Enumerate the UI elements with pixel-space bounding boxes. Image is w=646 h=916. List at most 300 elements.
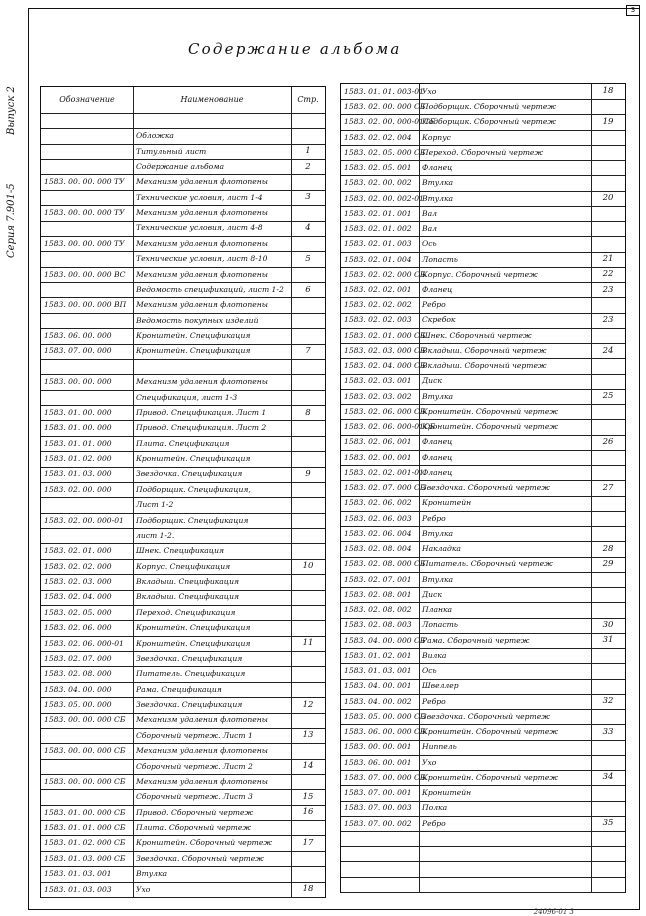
row-page: 21	[602, 254, 614, 265]
row-page	[594, 755, 622, 770]
table-row	[341, 160, 625, 176]
row-name: Втулка	[422, 528, 454, 538]
row-designation: 1583. 02. 04. 000	[44, 592, 112, 602]
row-name: Сборочный чертеж. Лист 3	[136, 792, 253, 802]
row-page	[594, 801, 622, 816]
row-name: Сборочный чертеж. Лист 2	[136, 761, 253, 771]
row-designation: 1583. 02. 08. 003	[344, 620, 412, 630]
table-row	[341, 84, 625, 100]
row-page	[594, 450, 622, 465]
row-name: Кронштейн. Сборочный чертеж	[136, 838, 272, 848]
issue-label: Выпуск 2	[6, 86, 17, 135]
row-name: Фланец	[422, 452, 453, 462]
row-page	[594, 465, 622, 480]
row-designation	[44, 128, 130, 143]
row-name: Привод. Спецификация. Лист 2	[136, 423, 267, 433]
row-page: 11	[302, 638, 314, 649]
row-page	[294, 513, 322, 528]
row-name: Привод. Сборочный чертеж	[136, 807, 254, 817]
row-page: 16	[302, 807, 314, 818]
row-name: Фланец	[422, 467, 453, 477]
table-row	[41, 190, 325, 206]
row-name: Ось	[422, 666, 437, 676]
row-name: Механизм удаления флотопены	[136, 715, 268, 725]
row-page	[594, 404, 622, 419]
row-page	[294, 713, 322, 728]
row-designation: 1583. 02. 06. 000-01СБ	[344, 422, 436, 432]
row-designation: 1583. 00. 00. 000 СБ	[44, 746, 126, 756]
row-page	[594, 419, 622, 434]
table-row	[341, 694, 625, 710]
row-page	[294, 436, 322, 451]
row-name: Технические условия, лист 4-8	[136, 223, 263, 233]
table-row	[41, 374, 325, 390]
row-page	[594, 526, 622, 541]
row-designation: 1583. 00. 00. 000 ТУ	[44, 238, 125, 248]
row-designation	[44, 282, 130, 297]
table-row	[341, 389, 625, 405]
table-row	[341, 358, 625, 374]
row-designation: 1583. 01. 00. 000	[44, 407, 112, 417]
row-name: Питатель. Сборочный чертеж	[422, 559, 553, 569]
table-row	[41, 851, 325, 867]
row-name: Механизм удаления флотопены	[136, 208, 268, 218]
table-row	[341, 297, 625, 313]
table-row	[341, 252, 625, 268]
column-divider	[419, 84, 420, 892]
row-name: Кронштейн	[422, 498, 472, 508]
row-designation: 1583. 06. 00. 000	[44, 331, 112, 341]
row-designation: 1583. 06. 00. 001	[344, 757, 412, 767]
row-designation: 1583. 01. 01. 000	[44, 438, 112, 448]
column-divider	[133, 87, 134, 897]
row-page	[594, 648, 622, 663]
row-page	[294, 328, 322, 343]
row-page: 9	[305, 468, 311, 479]
table-row	[341, 541, 625, 557]
row-name	[136, 113, 288, 128]
table-row	[341, 755, 625, 771]
row-designation: 1583. 07. 00. 000 СБ	[344, 772, 426, 782]
table-row	[341, 465, 625, 481]
table-row	[41, 328, 325, 344]
row-page	[594, 328, 622, 343]
row-page	[594, 130, 622, 145]
row-name: Механизм удаления флотопены	[136, 238, 268, 248]
row-page	[294, 236, 322, 251]
table-row	[341, 282, 625, 298]
row-name: Вал	[422, 224, 437, 234]
row-designation: 1583. 01. 00. 000 СБ	[44, 807, 126, 817]
table-row	[41, 451, 325, 467]
row-designation: 1583. 04. 00. 000 СБ	[344, 635, 426, 645]
row-name: Кронштейн. Сборочный чертеж	[422, 772, 558, 782]
row-name: Накладка	[422, 544, 461, 554]
row-designation: 1583. 02. 05. 000	[44, 607, 112, 617]
row-name: Механизм удаления флотопены	[136, 746, 268, 756]
row-designation: 1583. 02. 08. 000	[44, 669, 112, 679]
table-row	[41, 297, 325, 313]
row-designation: 1583. 00. 00. 000 ТУ	[44, 177, 125, 187]
row-designation: 1583. 02. 05. 000 СБ	[344, 147, 426, 157]
row-designation: 1583. 00. 00. 000 СБ	[44, 715, 126, 725]
table-row	[41, 113, 325, 129]
row-designation	[44, 390, 130, 405]
row-designation: 1583. 07. 00. 003	[344, 803, 412, 813]
row-designation	[344, 831, 416, 846]
row-designation: 1583. 02. 06. 003	[344, 513, 412, 523]
row-designation	[344, 877, 416, 892]
table-row	[341, 724, 625, 740]
row-name: Механизм удаления флотопены	[136, 377, 268, 387]
row-designation: 1583. 02. 00. 000-01СБ	[344, 117, 436, 127]
table-row	[341, 175, 625, 191]
row-name: Сборочный чертеж. Лист 1	[136, 730, 253, 740]
row-designation: 1583. 02. 06. 000	[44, 623, 112, 633]
table-row	[41, 144, 325, 160]
page-title: Содержание альбома	[188, 40, 402, 58]
table-row	[41, 436, 325, 452]
row-name	[422, 877, 588, 892]
row-page	[594, 877, 622, 892]
row-page	[294, 543, 322, 558]
column-divider	[591, 84, 592, 892]
table-row	[41, 174, 325, 190]
row-page	[294, 297, 322, 312]
row-page	[594, 160, 622, 175]
table-row	[41, 390, 325, 406]
row-name: Звездочка. Спецификация	[136, 653, 243, 663]
row-page: 24	[602, 345, 614, 356]
row-name: Ухо	[422, 757, 437, 767]
row-name: Кронштейн. Спецификация	[136, 454, 251, 464]
table-row	[341, 328, 625, 344]
row-name: Ребро	[422, 696, 446, 706]
row-designation	[44, 789, 130, 804]
row-designation: 1583. 02. 06. 002	[344, 498, 412, 508]
header-name: Наименование	[180, 95, 244, 104]
row-page	[594, 374, 622, 389]
table-row	[41, 713, 325, 729]
row-name: Переход. Сборочный чертеж	[422, 147, 544, 157]
row-designation: 1583. 02. 00. 000-01	[44, 515, 124, 525]
row-page	[594, 679, 622, 694]
table-row	[341, 557, 625, 573]
table-row	[341, 435, 625, 451]
row-name: Швеллер	[422, 681, 459, 691]
series-label: Серия 7.901-5	[6, 183, 17, 258]
table-row	[341, 663, 625, 679]
table-row	[41, 743, 325, 759]
column-divider	[291, 87, 292, 897]
row-designation: 1583. 02. 03. 002	[344, 391, 412, 401]
row-name	[422, 831, 588, 846]
table-row	[341, 267, 625, 283]
row-page	[294, 682, 322, 697]
row-name: Ребро	[422, 818, 446, 828]
row-page: 32	[602, 696, 614, 707]
row-designation: 1583. 01. 03. 001	[344, 666, 412, 676]
table-row	[41, 559, 325, 575]
row-page: 26	[602, 437, 614, 447]
row-page: 13	[302, 730, 314, 741]
table-row	[41, 344, 325, 360]
table-row	[41, 528, 325, 544]
row-designation: 1583. 02. 00. 001	[344, 452, 412, 462]
row-page: 15	[302, 791, 314, 802]
row-name: Фланец	[422, 285, 453, 294]
row-designation: 1583. 02. 02. 002	[344, 300, 412, 310]
row-designation: 1583. 02. 01. 002	[344, 224, 412, 234]
row-name: Подборщик. Сборочный чертеж	[422, 102, 556, 112]
row-name: Фланец	[422, 163, 453, 173]
row-name: Рама. Спецификация	[136, 684, 222, 694]
row-name: Содержание альбома	[136, 161, 225, 171]
row-page	[294, 451, 322, 466]
row-name	[136, 359, 288, 374]
row-name: Скребок	[422, 315, 456, 325]
row-page	[594, 862, 622, 877]
table-row	[41, 205, 325, 221]
row-page: 25	[602, 391, 614, 402]
row-page	[594, 511, 622, 526]
row-designation: 1583. 02. 02. 001	[344, 285, 412, 294]
row-page	[594, 785, 622, 800]
table-row	[41, 836, 325, 852]
table-row	[41, 267, 325, 283]
row-designation: 1583. 04. 00. 000	[44, 684, 112, 694]
row-page: 3	[305, 192, 311, 203]
row-page	[294, 605, 322, 620]
row-page: 30	[602, 619, 614, 630]
table-row	[41, 605, 325, 621]
table-row	[341, 587, 625, 603]
row-designation: 1583. 02. 06. 000 СБ	[344, 406, 426, 416]
row-name: Шнек. Спецификация	[136, 546, 225, 556]
table-row	[41, 159, 325, 175]
row-designation: 1583. 00. 00. 000 ТУ	[44, 208, 125, 218]
table-row	[41, 620, 325, 636]
table-row	[341, 770, 625, 786]
row-name: Переход. Спецификация	[136, 607, 236, 617]
row-designation	[344, 862, 416, 877]
row-designation: 1583. 00. 00. 000 ВП	[44, 300, 127, 310]
row-name: Кронштейн	[422, 788, 472, 798]
row-page: 20	[602, 193, 614, 204]
row-name: Ведомость покупных изделий	[136, 315, 259, 325]
table-row	[41, 882, 325, 898]
table-row	[341, 801, 625, 817]
row-designation: 1583. 02. 03. 000	[44, 577, 112, 587]
table-row	[41, 513, 325, 529]
row-name: Механизм удаления флотопены	[136, 177, 268, 187]
table-row	[41, 282, 325, 298]
row-page	[594, 602, 622, 617]
table-row	[341, 145, 625, 161]
row-designation: 1583. 04. 00. 002	[344, 696, 412, 706]
row-name: Втулка	[422, 178, 454, 188]
row-page	[594, 831, 622, 846]
row-page: 27	[602, 482, 614, 493]
row-name: Обложка	[136, 131, 174, 141]
sheet-number: 3	[626, 5, 640, 16]
row-name: Подборщик. Спецификация	[136, 515, 249, 525]
row-name: Ось	[422, 239, 437, 249]
table-row	[41, 789, 325, 805]
row-page	[294, 482, 322, 497]
row-designation: 1583. 06. 00. 000 СБ	[344, 727, 426, 737]
row-designation	[44, 144, 130, 159]
row-page	[294, 205, 322, 220]
row-designation	[44, 113, 130, 128]
row-page: 6	[305, 284, 311, 295]
row-designation: 1583. 02. 08. 000 СБ	[344, 559, 426, 569]
table-row	[341, 709, 625, 725]
row-designation: 1583. 07. 00. 002	[344, 818, 412, 828]
row-name: Ухо	[136, 884, 151, 894]
row-page	[294, 267, 322, 282]
row-page	[594, 221, 622, 236]
table-row	[41, 574, 325, 590]
table-row	[341, 450, 625, 466]
row-name: Ведомость спецификаций, лист 1-2	[136, 284, 284, 294]
row-page	[594, 496, 622, 511]
table-row	[341, 236, 625, 252]
row-page	[594, 145, 622, 160]
row-designation: 1583. 02. 08. 002	[344, 605, 412, 615]
row-page: 12	[302, 699, 314, 710]
row-designation	[44, 759, 130, 774]
row-name: Титульный лист	[136, 146, 207, 156]
row-name: Втулка	[422, 391, 454, 401]
row-page: 35	[602, 818, 614, 829]
row-name: Ребро	[422, 300, 446, 310]
table-row	[341, 130, 625, 146]
row-designation: 1583. 02. 00. 000 СБ	[344, 102, 426, 112]
row-designation: 1583. 02. 02. 000	[44, 561, 112, 571]
table-row	[41, 221, 325, 237]
row-page: 28	[602, 543, 614, 554]
table-row	[341, 526, 625, 542]
table-row	[341, 846, 625, 862]
table-row	[41, 636, 325, 652]
table-row	[41, 405, 325, 421]
row-page	[594, 99, 622, 114]
row-name: Звездочка. Сборочный чертеж	[422, 483, 550, 493]
row-designation: 1583. 02. 07. 000 СБ	[344, 483, 426, 493]
row-page: 17	[302, 837, 314, 848]
header-page: Стр.	[297, 95, 319, 104]
row-designation: 1583. 07. 00. 000	[44, 346, 112, 356]
row-designation: 1583. 02. 02. 004	[344, 132, 412, 142]
row-designation: 1583. 02. 06. 000-01	[44, 638, 124, 648]
row-page	[294, 128, 322, 143]
row-name: Подборщик. Спецификация,	[136, 484, 251, 494]
row-page: 18	[302, 884, 314, 895]
table-row	[41, 251, 325, 267]
row-page: 18	[602, 86, 614, 97]
row-name	[422, 862, 588, 877]
row-designation: 1583. 01. 03. 000 СБ	[44, 853, 126, 863]
table-row	[41, 805, 325, 821]
row-designation: 1583. 02. 07. 000	[44, 653, 112, 663]
row-name: Технические условия, лист 1-4	[136, 192, 263, 202]
row-page: 14	[302, 761, 314, 772]
footer-stamp: 24096-01 3	[533, 908, 574, 916]
row-designation: 1583. 02. 03. 001	[344, 376, 412, 386]
row-designation: 1583. 02. 04. 000 СБ	[344, 361, 426, 371]
row-page: 23	[602, 315, 614, 326]
row-designation: 1583. 02. 06. 001	[344, 437, 412, 447]
row-page	[594, 740, 622, 755]
row-designation: 1583. 02. 03. 000 СБ	[344, 345, 426, 355]
row-designation: 1583. 02. 01. 000	[44, 546, 112, 556]
row-page: 31	[602, 635, 614, 646]
row-name: Плита. Сборочный чертеж	[136, 823, 251, 832]
row-page: 4	[305, 223, 311, 234]
row-name: Вал	[422, 208, 437, 218]
row-designation: 1583. 02. 08. 001	[344, 589, 412, 599]
table-row	[41, 774, 325, 790]
row-name: Ребро	[422, 513, 446, 523]
table-row	[341, 785, 625, 801]
row-name: Кронштейн. Спецификация	[136, 331, 251, 341]
row-designation: 1583. 00. 00. 000 СБ	[44, 776, 126, 786]
table-row	[341, 618, 625, 634]
table-row	[341, 740, 625, 756]
row-name: Ниппель	[422, 742, 457, 752]
table-row	[341, 99, 625, 115]
row-page	[294, 851, 322, 866]
table-row	[341, 602, 625, 618]
row-designation	[44, 313, 130, 328]
row-name: Лист 1-2	[136, 500, 174, 510]
table-row	[341, 862, 625, 878]
row-page	[294, 820, 322, 835]
row-designation	[44, 528, 130, 543]
row-page: 23	[602, 284, 614, 295]
row-name: Диск	[422, 589, 442, 599]
row-page	[594, 175, 622, 190]
row-page	[594, 709, 622, 724]
row-page	[294, 528, 322, 543]
table-row	[41, 866, 325, 882]
table-row	[341, 114, 625, 130]
row-designation: 1583. 01. 02. 001	[344, 650, 412, 660]
row-name: Плита. Спецификация	[136, 438, 230, 448]
row-name: Вкладыш. Спецификация	[136, 592, 239, 602]
table-row	[341, 496, 625, 512]
row-name: Вкладыш. Сборочный чертеж	[422, 345, 547, 355]
table-row	[341, 511, 625, 527]
row-page: 29	[602, 558, 614, 569]
row-page	[294, 497, 322, 512]
table-row	[41, 728, 325, 744]
row-name: Планка	[422, 605, 453, 615]
row-designation: 1583. 00. 00. 000	[44, 377, 112, 387]
table-row	[341, 831, 625, 847]
table-row	[41, 236, 325, 252]
row-page	[594, 236, 622, 251]
row-page	[594, 297, 622, 312]
table-row	[41, 313, 325, 329]
table-row	[41, 543, 325, 559]
row-designation: 1583. 02. 00. 000	[44, 484, 112, 494]
row-page	[294, 390, 322, 405]
row-page	[594, 358, 622, 373]
row-designation	[44, 728, 130, 743]
row-name: Звездочка. Сборочный чертеж	[422, 711, 550, 721]
